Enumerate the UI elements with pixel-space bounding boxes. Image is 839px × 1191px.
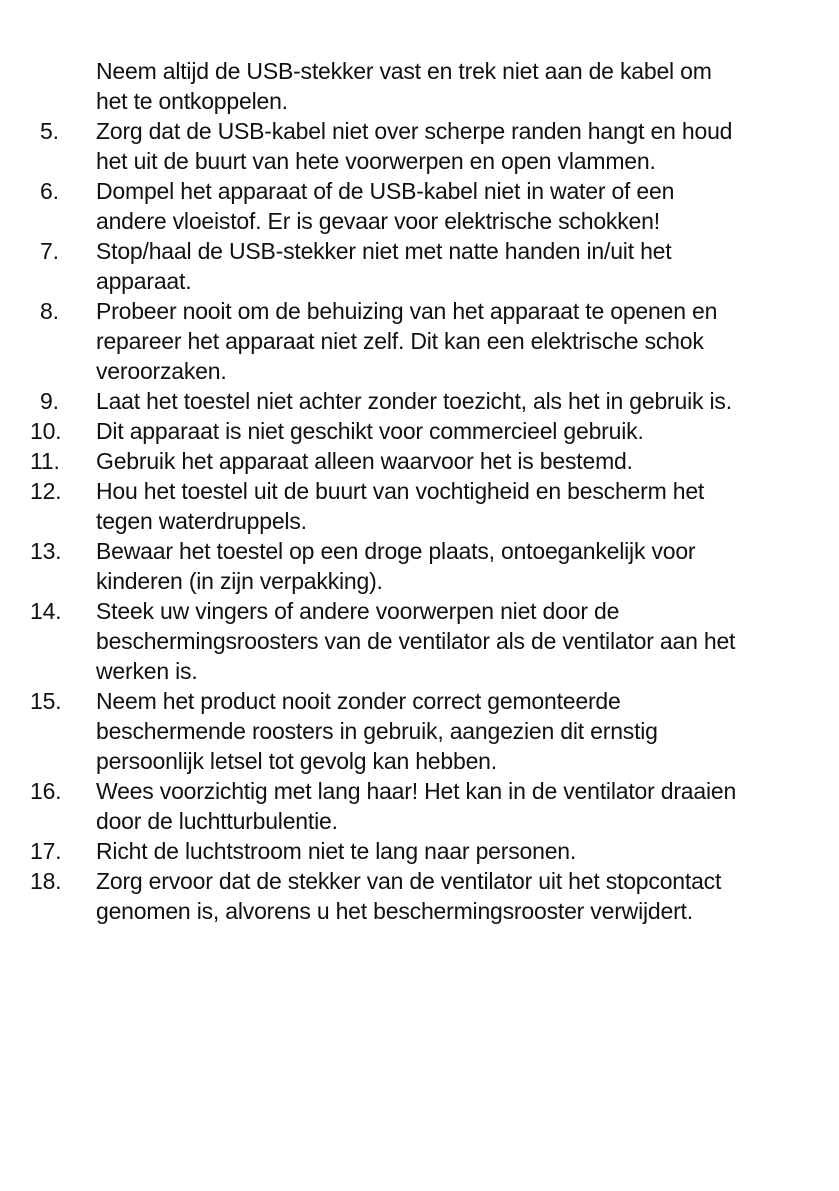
item-text: Bewaar het toestel op een droge plaats, ontoegankelijk voor kinderen (in zijn verpakking).	[96, 538, 696, 594]
item-number: 12.	[30, 478, 62, 504]
list-item	[30, 836, 800, 866]
item-text: Steek uw vingers of andere voorwerpen niet door de beschermingsroosters van de ventilator als de ventilator aan het werken is.	[96, 598, 736, 684]
item-text: Gebruik het apparaat alleen waarvoor het is bestemd.	[96, 448, 633, 474]
item-text: Hou het toestel uit de buurt van vochtigheid en bescherm het tegen waterdruppels.	[96, 478, 705, 534]
list-item	[30, 416, 800, 446]
item-number: 14.	[30, 598, 62, 624]
item-number: 7.	[40, 238, 59, 264]
item-number: 15.	[30, 688, 62, 714]
item-number: 8.	[40, 298, 59, 324]
item-text: Dompel het apparaat of de USB-kabel niet in water of een andere vloeistof. Er is gevaar voor elektrische schokken!	[96, 178, 675, 234]
item-number: 6.	[40, 178, 59, 204]
list-item	[30, 686, 800, 776]
item-text: Neem het product nooit zonder correct gemonteerde beschermende roosters in gebruik, aangezien dit ernstig persoonlijk letsel tot gevolg kan hebben.	[96, 688, 658, 774]
safety-instructions-list	[30, 56, 800, 926]
item-text: Zorg ervoor dat de stekker van de ventilator uit het stopcontact genomen is, alvorens u het beschermingsrooster verwijdert.	[96, 868, 722, 924]
item-number: 11.	[30, 448, 60, 474]
list-item	[30, 776, 800, 836]
item-text: Stop/haal de USB-stekker niet met natte handen in/uit het apparaat.	[96, 238, 672, 294]
list-item	[30, 866, 800, 926]
list-item	[30, 176, 800, 236]
item-text: Dit apparaat is niet geschikt voor commercieel gebruik.	[96, 418, 644, 444]
list-item	[30, 446, 800, 476]
item-text: Wees voorzichtig met lang haar! Het kan in de ventilator draaien door de luchtturbulentie.	[96, 778, 737, 834]
list-item	[30, 236, 800, 296]
item-text: Laat het toestel niet achter zonder toezicht, als het in gebruik is.	[96, 388, 732, 414]
item-number: 16.	[30, 778, 62, 804]
list-item	[30, 116, 800, 176]
list-item	[30, 536, 800, 596]
list-item	[30, 296, 800, 386]
list-item	[30, 56, 800, 116]
item-text: Zorg dat de USB-kabel niet over scherpe randen hangt en houd het uit de buurt van hete voorwerpen en open vlammen.	[96, 118, 733, 174]
item-number: 18.	[30, 868, 62, 894]
list-item	[30, 386, 800, 416]
item-number: 10.	[30, 418, 62, 444]
list-item	[30, 476, 800, 536]
item-number: 5.	[40, 118, 59, 144]
item-text: Probeer nooit om de behuizing van het apparaat te openen en repareer het apparaat niet zelf. Dit kan een elektrische schok veroorzaken.	[96, 298, 718, 384]
item-text: Neem altijd de USB-stekker vast en trek niet aan de kabel om het te ontkoppelen.	[96, 58, 712, 114]
item-number: 13.	[30, 538, 62, 564]
item-number: 17.	[30, 838, 62, 864]
item-number: 9.	[40, 388, 59, 414]
item-text: Richt de luchtstroom niet te lang naar personen.	[96, 838, 577, 864]
list-item	[30, 596, 800, 686]
